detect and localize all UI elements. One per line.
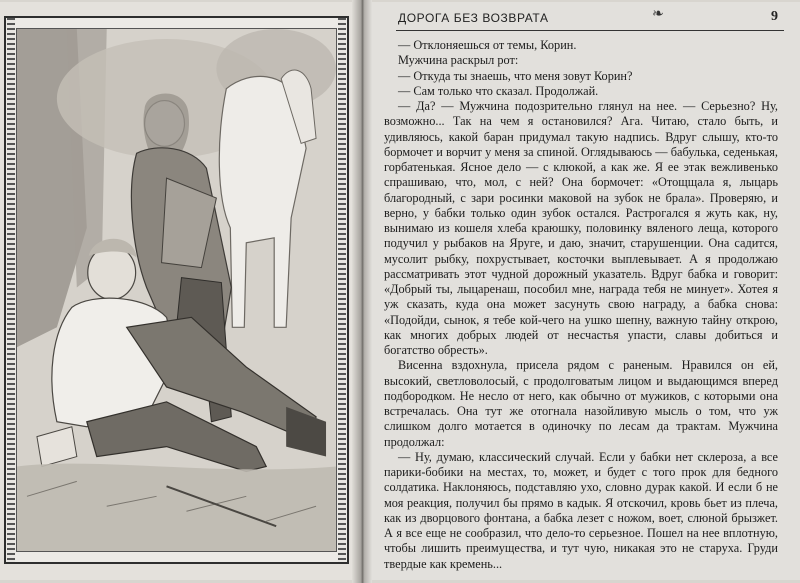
paragraph: — Откуда ты знаешь, что меня зовут Корин? <box>398 68 633 83</box>
paragraph: — Сам только что сказал. Продолжай. <box>398 83 599 98</box>
paragraph: — Да? — Мужчина подозрительно глянул на нее. — Серьезно? Ну, возможно... Так на чем я остановился? Ага. Читаю, стало быть, и удивляюсь, какой баран придумал такую надпись. Вдруг слышу, кто-то бормочет и ворчит у меня за спиной. Оглядываюсь — бабулька, седенькая, горбатенькая. Ясное дело — с клюкой, а как же. Я ее этак вежливенько спрашиваю, что, мол, с ней? Она бормочет: «Отощщала я, лыцарь благородный, с зари росинки маковой на зубок не брала». Проверяю, и верно, у бабки только один зубок остался. Растрогался я жуть как, ну, вынимаю из кошеля хлеба краюшку, половинку вяленого леща, которого подучил у рыбаков на Яруге, и даю, значит, старушенции. Она садится, мусолит рыбку, похрустывает, косточки выплевывает. А я продолжаю рассматривать этот чудной дорожный указатель. Вдруг бабка и говорит: «Добрый ты, лыцаренаш, пособил мне, награда тебя не минует». Хотея я уж сказать, куда она может засунуть свою награду, а бабка снова: «Подойди, сынок, я тебе кой-чего на ушко шепну, важную тайну открою, как многих добрых людей от несчастья упасти, славы добиться и богатство обресть». <box>384 99 778 357</box>
paragraph: Мужчина раскрыл рот: <box>398 53 519 68</box>
running-header-title: ДОРОГА БЕЗ ВОЗВРАТА <box>398 11 549 25</box>
frame-ornament-left <box>7 18 15 562</box>
illustration-frame <box>4 16 349 564</box>
left-page <box>0 2 362 580</box>
page-number: 9 <box>771 9 778 24</box>
paragraph: — Отклоняешься от темы, Корин. <box>398 38 577 52</box>
paragraph: Висенна вздохнула, присела рядом с раненым. Нравился он ей, высокий, светловолосый, с продолговатым лицом и выдающимся вперед подбородком. Не несло от него, как обычно от мужиков, с которыми она встречалась. Она тут же отогнала назойливую мысль о том, что уж слишком долго мотается в одиночку по лесам да трактам. Мужчина продолжал: <box>384 358 778 449</box>
paragraph: — Ну, думаю, классический случай. Если у бабки нет склероза, а все парики-бобики на местах, то, может, и будет с того прок для бедного солдатика. Наклоняюсь, подставляю ухо, словно дурак какой. И если б не моя реакция, получил бы прямо в кадык. Я отскочил, кровь бьет из плеча, как из дворцового фонтана, а бабка лезет с ножом, воет, слюной брызжет. А я все еще не сообразил, что дело-то серьезное. Пошел на нее вплотную, чтобы лишить преимущества, и тут чую, никакая это не старуха. Груди твердые как кремень... <box>384 449 778 571</box>
leaf-ornament-icon: ❧ <box>652 6 664 22</box>
illustration-drawing <box>17 29 336 551</box>
frame-ornament-right <box>338 18 346 562</box>
illustration <box>16 28 337 552</box>
book-gutter <box>352 0 372 583</box>
page-text <box>384 38 778 572</box>
running-header <box>396 6 784 31</box>
